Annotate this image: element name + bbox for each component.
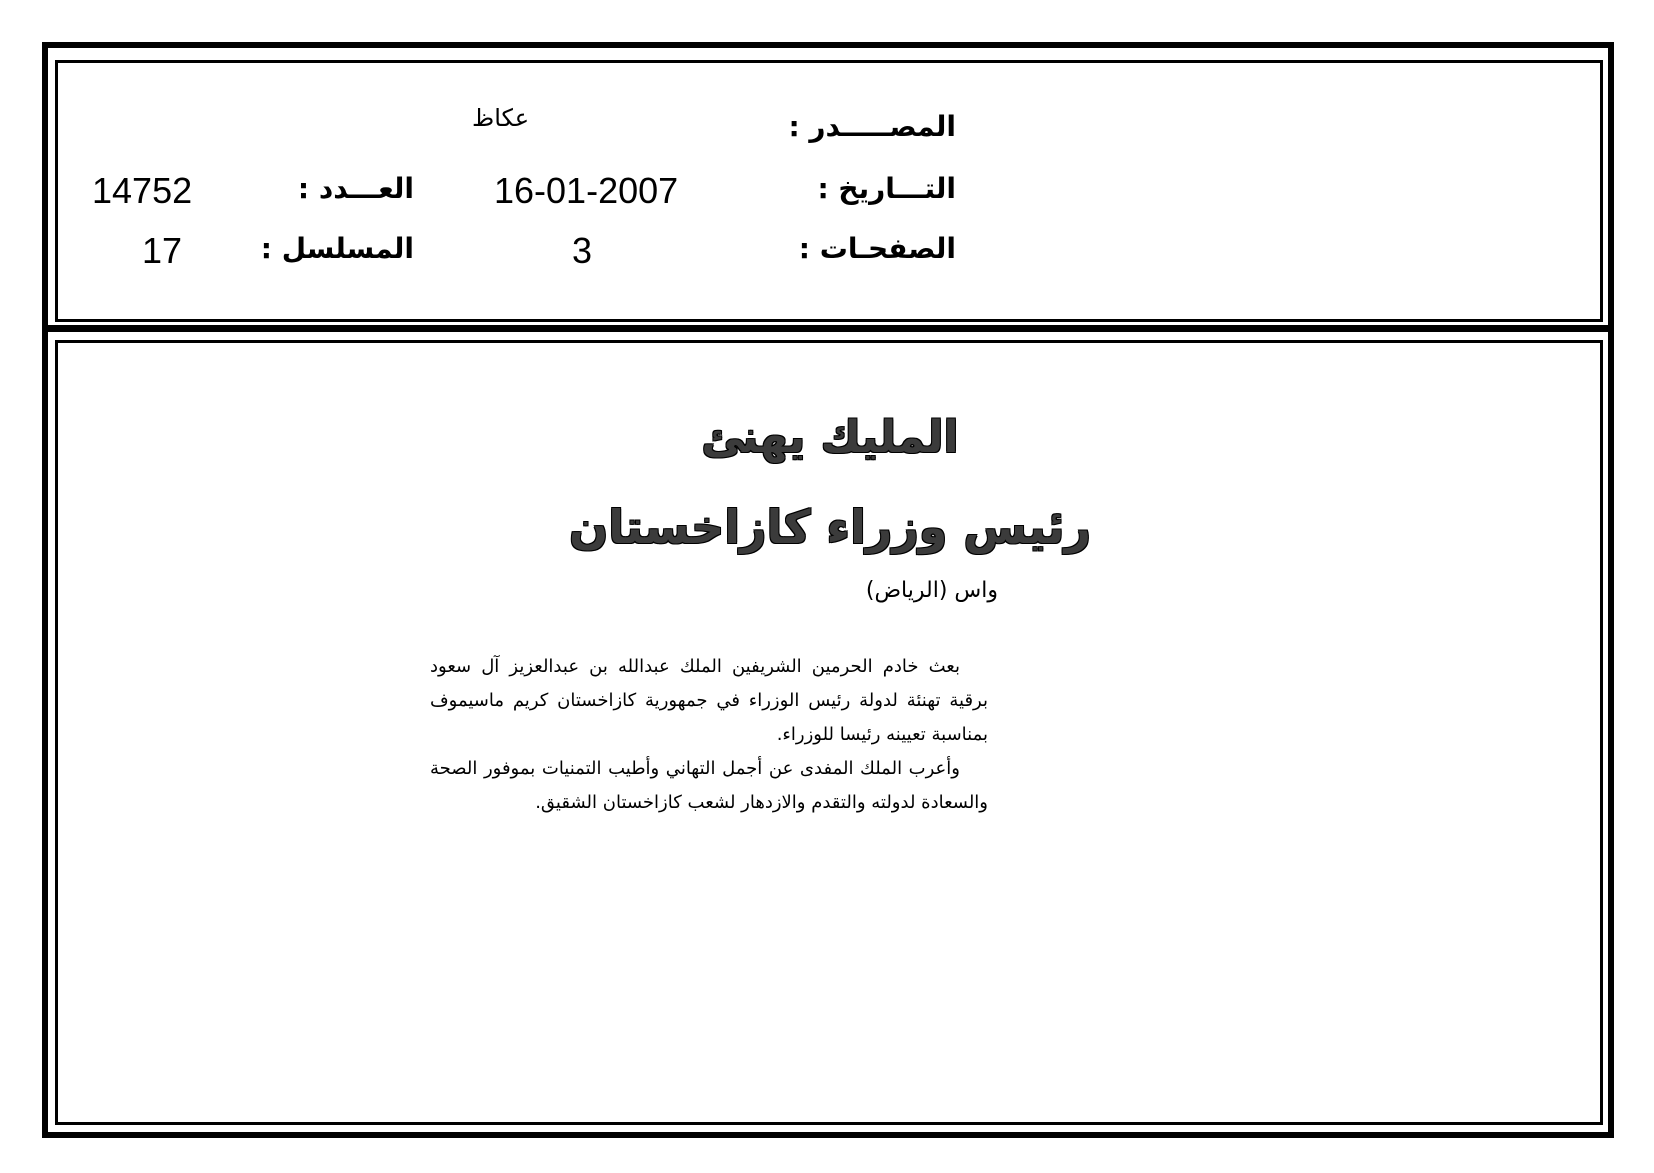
source-value: عكاظ [472,104,530,132]
byline: واس (الرياض) [865,578,998,603]
date-label: التـــاريخ : [817,172,956,205]
date-value: 16-01-2007 [494,170,679,211]
issue-value: 14752 [92,170,193,211]
pages-value: 3 [572,230,593,271]
source-label: المصـــــدر : [788,110,956,143]
article-paragraph-1: بعث خادم الحرمين الشريفين الملك عبدالله بن عبدالعزيز آل سعود برقية تهنئة لدولة رئيس الوزراء في جمهورية كازاخستان كريم ماسيموف بمناسبة تعيينه رئيسا للوزراء. [430,656,988,745]
serial-label: المسلسل : [260,232,414,265]
pages-label: الصفحـات : [798,232,956,265]
header-divider [48,325,1610,332]
issue-label: العـــدد : [297,172,414,205]
headline-line-1: المليك يهنئ [701,412,959,463]
serial-value: 17 [142,230,183,271]
article-paragraph-2: وأعرب الملك المفدى عن أجمل التهاني وأطيب التمنيات بموفور الصحة والسعادة لدولته والتقدم والازدهار لشعب كازاخستان الشقيق. [430,758,988,813]
headline-line-2: رئيس وزراء كازاخستان [569,500,1091,554]
article-body [430,650,988,820]
